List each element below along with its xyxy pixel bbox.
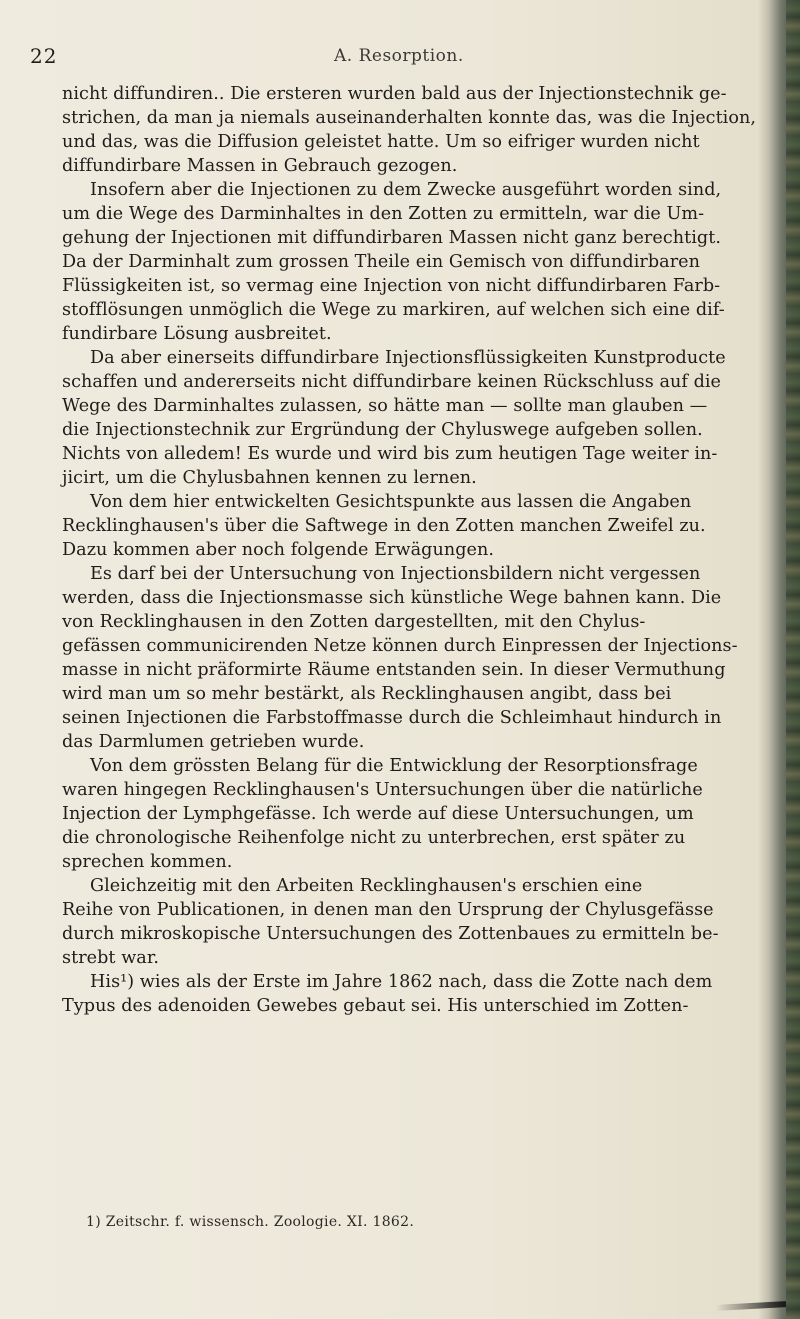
text-line: gefässen communicirenden Netze können durch Einpressen der Injections- [62,636,738,656]
text-line: Injection der Lymphgefässe. Ich werde auf diese Untersuchungen, um [62,804,694,824]
text-line: Wege des Darminhaltes zulassen, so hätte man — sollte man glauben — [62,396,708,416]
text-line: Recklinghausen's über die Saftwege in den Zotten manchen Zweifel zu. [62,516,706,536]
text-line: und das, was die Diffusion geleistet hatte. Um so eifriger wurden nicht [62,132,700,152]
text-line: Typus des adenoiden Gewebes gebaut sei. His unterschied im Zotten- [62,996,689,1016]
page-header [0,44,800,74]
text-line: schaffen und andererseits nicht diffundirbare keinen Rückschluss auf die [62,372,722,392]
text-line: masse in nicht präformirte Räume entstanden sein. In dieser Vermuthung [62,660,726,680]
text-line: nicht diffundiren.. Die ersteren wurden bald aus der Injectionstechnik ge- [62,84,727,104]
text-line: von Recklinghausen in den Zotten dargestellten, mit den Chylus- [62,612,646,632]
text-line: die chronologische Reihenfolge nicht zu unterbrechen, erst später zu [62,828,686,848]
text-line: stofflösungen unmöglich die Wege zu markiren, auf welchen sich eine dif- [62,300,725,320]
text-line: strichen, da man ja niemals auseinanderhalten konnte das, was die Injection, [62,108,757,128]
text-line: fundirbare Lösung ausbreitet. [62,324,332,344]
text-line: Flüssigkeiten ist, so vermag eine Injection von nicht diffundirbaren Farb- [62,276,721,296]
page-number: 22 [30,44,58,68]
page-gutter-shadow [758,0,800,1319]
text-line: um die Wege des Darminhaltes in den Zotten zu ermitteln, war die Um- [62,204,705,224]
text-line: Von dem grössten Belang für die Entwicklung der Resorptionsfrage [90,756,698,776]
text-line: Es darf bei der Untersuchung von Injectionsbildern nicht vergessen [90,564,701,584]
running-head: A. Resorption. [334,46,464,66]
text-line: Gleichzeitig mit den Arbeiten Recklinghausen's erschien eine [90,876,643,896]
text-line: seinen Injectionen die Farbstoffmasse durch die Schleimhaut hindurch in [62,708,722,728]
text-line: Von dem hier entwickelten Gesichtspunkte aus lassen die Angaben [90,492,692,512]
text-line: Reihe von Publicationen, in denen man den Ursprung der Chylusgefässe [62,900,714,920]
text-line: Insofern aber die Injectionen zu dem Zwecke ausgeführt worden sind, [90,180,722,200]
text-line: Dazu kommen aber noch folgende Erwägungen. [62,540,495,560]
text-line: das Darmlumen getrieben wurde. [62,732,365,752]
text-line: jicirt, um die Chylusbahnen kennen zu lernen. [62,468,477,488]
text-line: waren hingegen Recklinghausen's Untersuchungen über die natürliche [62,780,703,800]
body-text [62,82,762,1018]
text-line: His¹) wies als der Erste im Jahre 1862 nach, dass die Zotte nach dem [90,972,713,992]
text-line: Nichts von alledem! Es wurde und wird bis zum heutigen Tage weiter in- [62,444,718,464]
text-line: die Injectionstechnik zur Ergründung der Chyluswege aufgeben sollen. [62,420,703,440]
text-line: strebt war. [62,948,160,968]
text-line: Da aber einerseits diffundirbare Injectionsflüssigkeiten Kunstproducte [90,348,726,368]
text-line: durch mikroskopische Untersuchungen des Zottenbaues zu ermitteln be- [62,924,719,944]
text-line: Da der Darminhalt zum grossen Theile ein Gemisch von diffundirbaren [62,252,701,272]
text-line: gehung der Injectionen mit diffundirbaren Massen nicht ganz berechtigt. [62,228,722,248]
text-line: werden, dass die Injectionsmasse sich künstliche Wege bahnen kann. Die [62,588,722,608]
text-line: wird man um so mehr bestärkt, als Recklinghausen angibt, dass bei [62,684,672,704]
text-line: diffundirbare Massen in Gebrauch gezogen. [62,156,458,176]
footnote: 1) Zeitschr. f. wissensch. Zoologie. XI. 1862. [86,1214,415,1230]
text-line: sprechen kommen. [62,852,233,872]
